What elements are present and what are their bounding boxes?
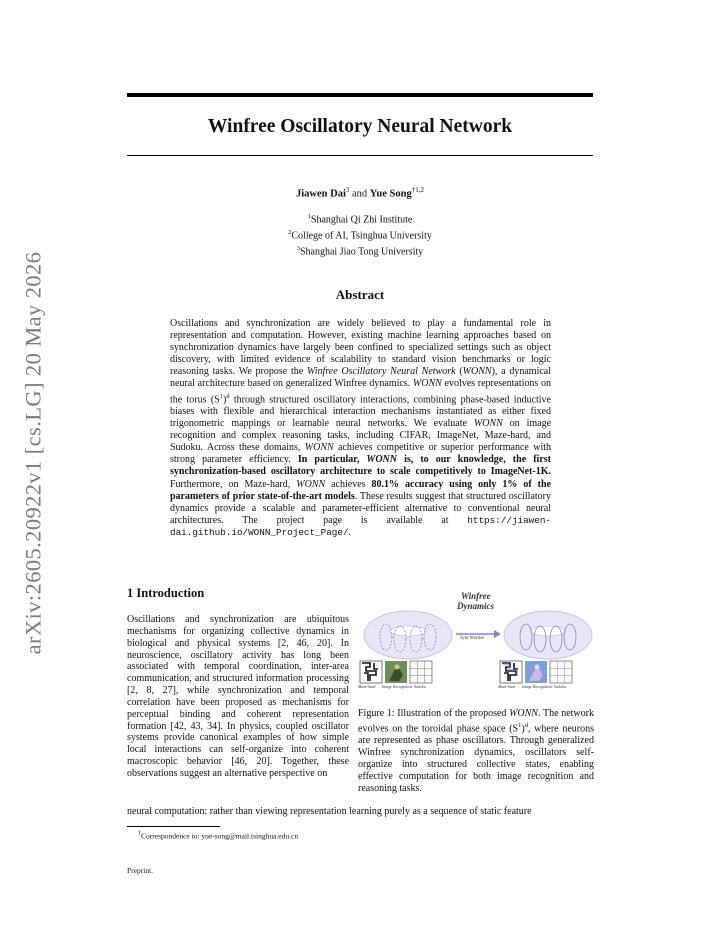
figure-thumbnail-label: Image Recognition [522,684,553,689]
affiliation [127,211,593,227]
affiliation [127,227,593,243]
torus-left [364,611,452,659]
author-conjunction: and [349,188,370,200]
figure-1 [358,587,594,691]
paper-title: Winfree Oscillatory Neural Network [207,116,513,137]
figure-thumbnail-label: Sudoku [414,684,426,689]
figure-label-dynamics: Winfree [461,591,491,601]
sudoku-thumbnail-right [550,661,572,683]
footnote [138,831,298,841]
affiliation-name: Shanghai Jiao Tong University [299,245,424,257]
torus-right [504,611,592,659]
footnote-rule [127,826,220,827]
abstract-heading: Abstract [335,287,385,302]
affiliations [127,211,593,258]
author-affil-mark: †1,2 [411,186,424,194]
author-name: Yue Song [369,188,412,200]
affiliation-name: Shanghai Qi Zhi Institute [310,214,413,226]
section-heading-introduction: 1 Introduction [127,586,205,600]
footnote-mark: † [138,831,141,837]
title-top-rule [127,93,593,97]
author-line [127,186,593,200]
bird-thumbnail-right [525,661,547,683]
project-page-link[interactable]: https://jiawen-dai.github.io/WONN_Project_Page/ [170,514,551,538]
figure-thumbnail-label: Image Recognition [382,684,413,689]
figure-thumbnail-label: Maze-hard [498,684,516,689]
intro-paragraph: Oscillations and synchronization are ubiquitous mechanisms for organizing collective dynamics in biological and physical systems [2, 46, 20]. In neuroscience, oscillatory activity has long been associated with temporal coordination, inter-area communication, and structured information processing [2, 8, 27], while synchronization and temporal correlation have been proposed as mechanisms for perceptual binding and coherent representation formation [42, 43, 34]. In physics, coupled oscillator systems provide canonical examples of how simple local interactions can self-organize into coherent macroscopic behavior [46, 20]. Together, these observations suggest an alternative perspective on [127,614,349,779]
abstract-body: Oscillations and synchronization are widely believed to play a fundamental role in representation and computation. However, existing machine learning approaches based on synchronization dynamics have largely been confined to specialized settings such as object discovery, with limited evidence of scalability to standard vision benchmarks or logic reasoning tasks. We propose the Winfree Oscillatory Neural Network (WONN), a dynamical neural architecture based on generalized Winfree dynamics. WONN evolves representations on the torus $(S^1)^d$ through structured oscillatory interactions, combining phase-based inductive biases with flexible and hierarchical interaction mechanisms instantiated as either fixed trigonometric mappings or learnable neural networks. We evaluate WONN on image recognition and complex reasoning tasks, including CIFAR, ImageNet, Maze-hard, and Sudoku. Across these domains, WONN achieves competitive or superior performance with strong parameter efficiency. In particular, WONN is, to our knowledge, the first synchronization-based oscillatory architecture to scale competitively to ImageNet-1K. Furthermore, on Maze-hard, WONN achieves 80.1% accuracy using only 1% of the parameters of prior state-of-the-art models. These results suggest that structured oscillatory dynamics provide a scalable and parameter-efficient alternative to conventional neural architectures. The project page is available at https://jiawen-dai.github.io/WONN_Project_Page/. [170,318,552,538]
arxiv-identifier: arXiv:2605.20922v1 [cs.LG] 20 May 2026 [20,251,45,654]
figure-label-synchronize: Synchronize [460,636,485,641]
author-affil-mark: 3 [345,186,350,194]
bird-thumbnail-left [385,661,407,683]
preprint-label: Preprint. [127,866,154,875]
affiliation-mark: 2 [288,228,292,236]
affiliation-mark: 3 [296,244,300,252]
arxiv-sidebar-stamp [5,251,61,654]
maze-thumbnail-right [500,661,522,683]
intro-paragraph-continued: neural computation: rather than viewing representation learning purely as a sequence of static feature [127,806,532,817]
affiliation-name: College of AI, Tsinghua University [291,230,432,242]
author-name: Jiawen Dai [296,188,346,200]
title-bottom-rule [127,155,593,156]
figure-thumbnail-label: Sudoku [554,684,566,689]
figure-thumbnail-label: Maze-hard [358,684,376,689]
sudoku-thumbnail-left [410,661,432,683]
maze-thumbnail-left [360,661,382,683]
figure-label-dynamics: Dynamics [457,601,494,611]
footnote-text: Correspondence to: yue-song@mail.tsinghua.edu.cn [141,831,299,841]
affiliation-mark: 1 [307,213,311,220]
affiliation [127,243,593,259]
figure-1-caption: Figure 1: Illustration of the proposed WONN. The network evolves on the toroidal phase space $(S^1)^d$, where neurons are represented as phase oscillators. Through generalized Winfree synchronization dynamics, oscillators self-organize into structured collective states, enabling effective computation for both image recognition and reasoning tasks. [358,708,594,795]
